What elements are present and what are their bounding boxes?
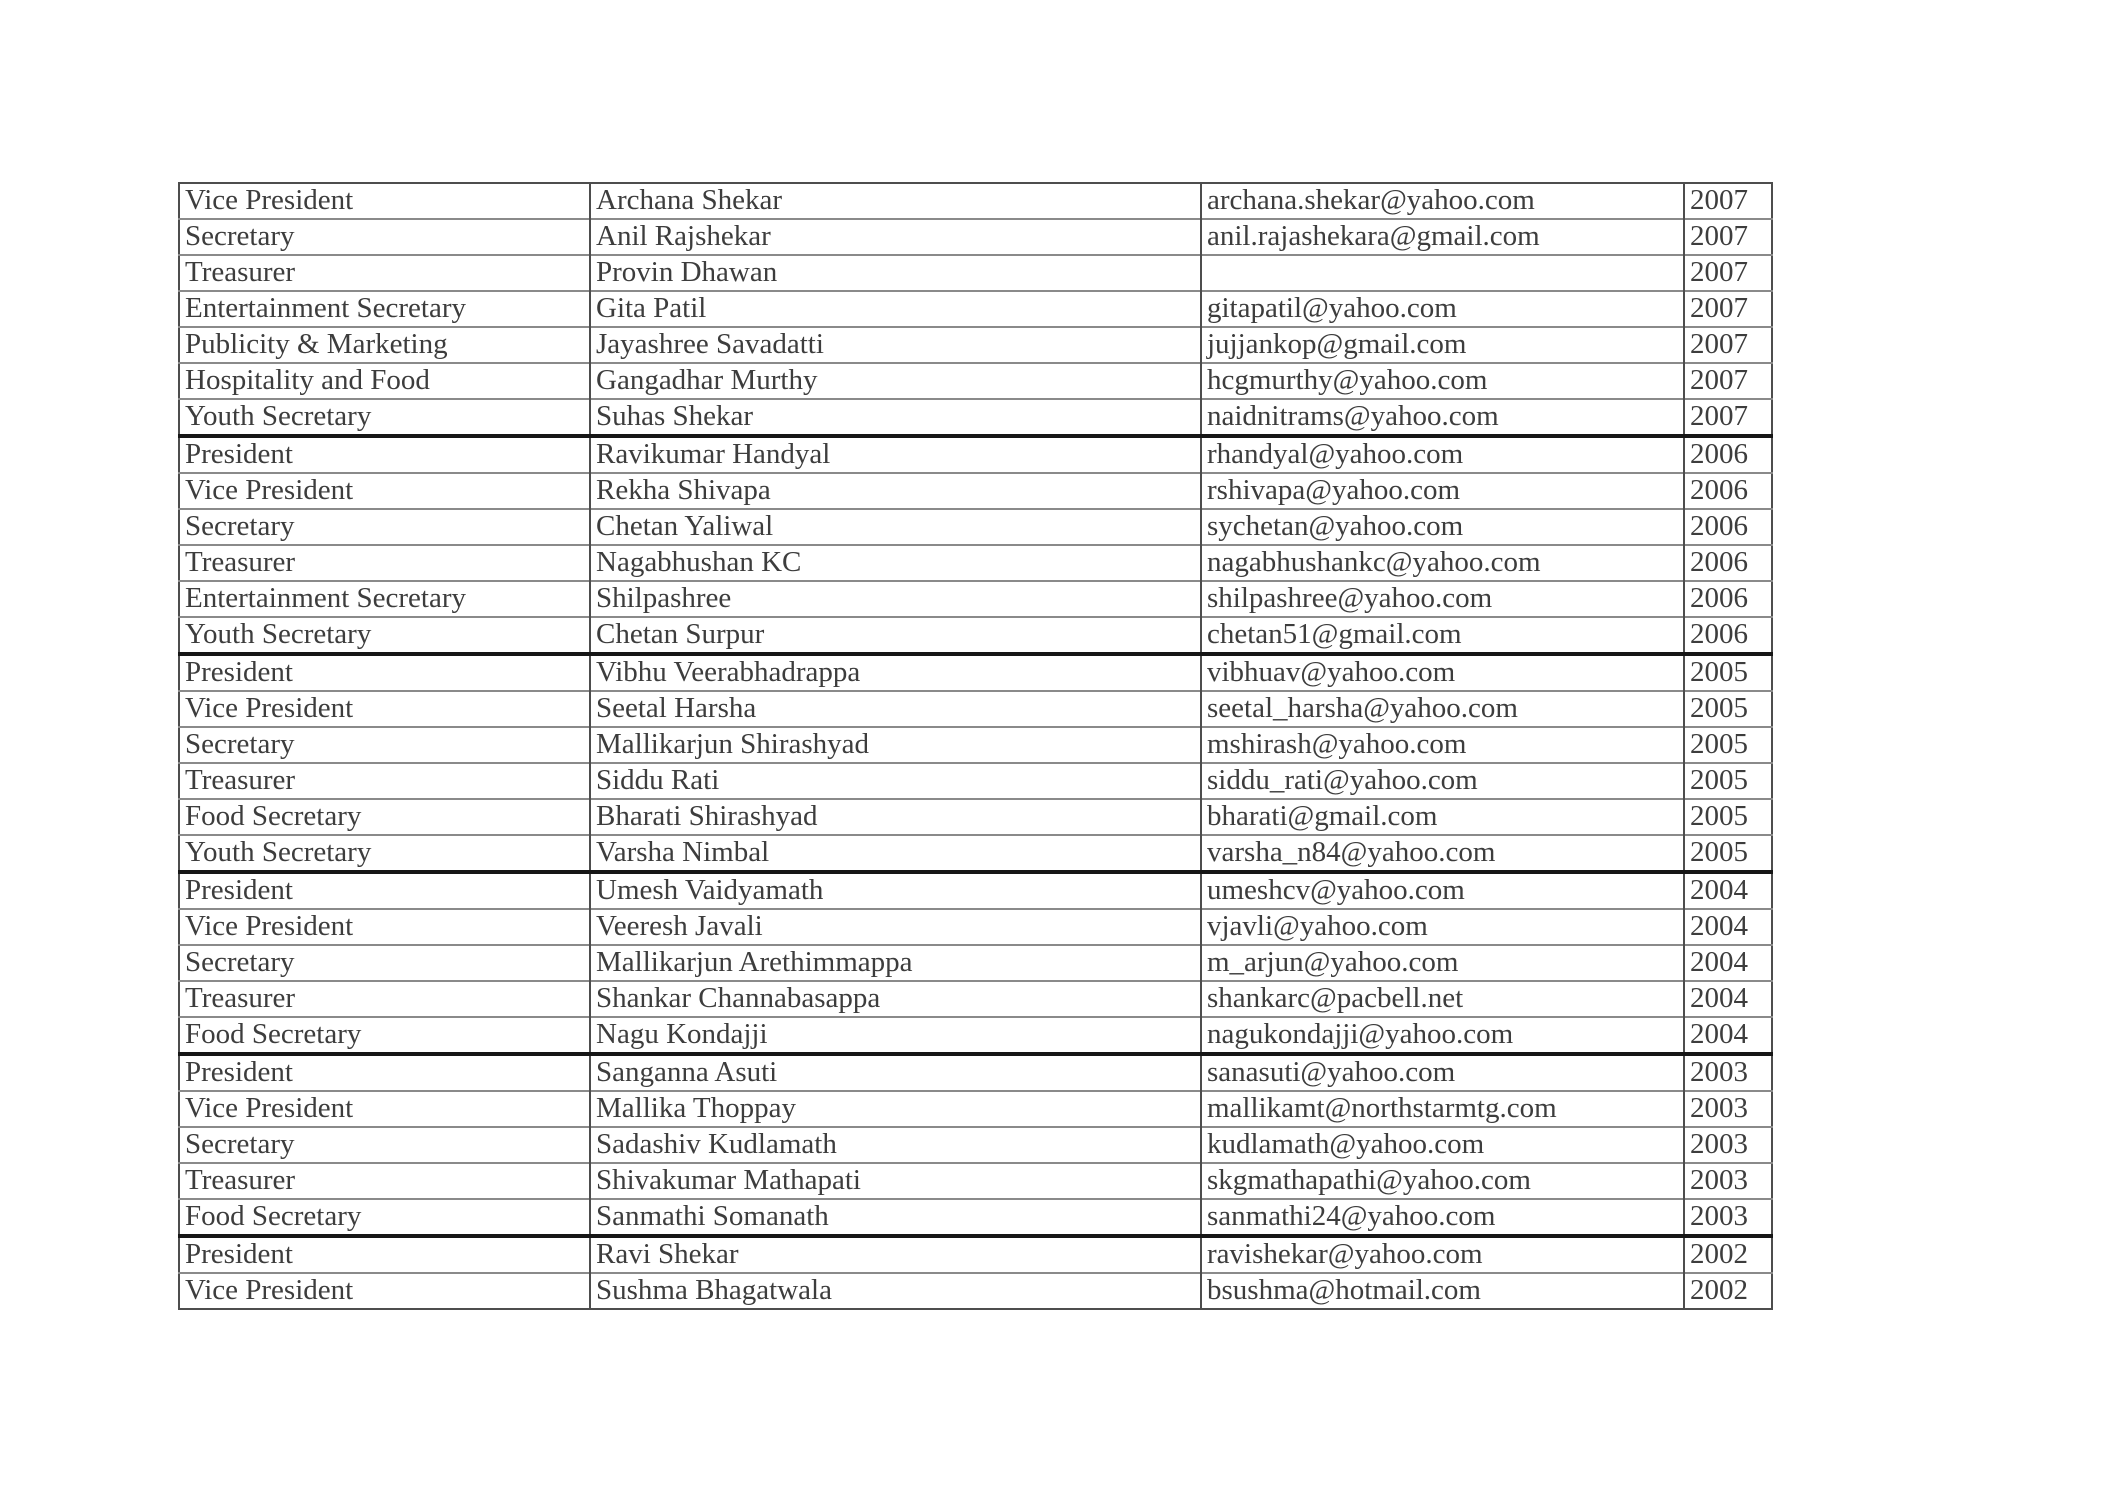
year-cell: 2005: [1684, 691, 1772, 727]
table-row: [179, 763, 1772, 799]
position-cell: President: [179, 1236, 590, 1273]
email-cell: chetan51@gmail.com: [1201, 617, 1684, 654]
name-cell: Sushma Bhagatwala: [590, 1273, 1201, 1309]
name-cell: Nagu Kondajji: [590, 1017, 1201, 1054]
year-cell: 2005: [1684, 654, 1772, 691]
year-cell: 2007: [1684, 363, 1772, 399]
year-cell: 2003: [1684, 1091, 1772, 1127]
year-cell: 2007: [1684, 399, 1772, 436]
table-row: [179, 183, 1772, 219]
position-cell: Vice President: [179, 473, 590, 509]
table-row: [179, 363, 1772, 399]
table-row: [179, 909, 1772, 945]
name-cell: Sanmathi Somanath: [590, 1199, 1201, 1236]
email-cell: naidnitrams@yahoo.com: [1201, 399, 1684, 436]
name-cell: Shivakumar Mathapati: [590, 1163, 1201, 1199]
table-row: [179, 981, 1772, 1017]
email-cell: mshirash@yahoo.com: [1201, 727, 1684, 763]
email-cell: skgmathapathi@yahoo.com: [1201, 1163, 1684, 1199]
name-cell: Umesh Vaidyamath: [590, 872, 1201, 909]
year-cell: 2005: [1684, 727, 1772, 763]
year-cell: 2006: [1684, 545, 1772, 581]
table-row: [179, 691, 1772, 727]
year-cell: 2006: [1684, 473, 1772, 509]
position-cell: Treasurer: [179, 545, 590, 581]
email-cell: hcgmurthy@yahoo.com: [1201, 363, 1684, 399]
name-cell: Vibhu Veerabhadrappa: [590, 654, 1201, 691]
position-cell: Youth Secretary: [179, 835, 590, 872]
email-cell: m_arjun@yahoo.com: [1201, 945, 1684, 981]
year-cell: 2007: [1684, 183, 1772, 219]
position-cell: Food Secretary: [179, 799, 590, 835]
table-row: [179, 255, 1772, 291]
table-row: [179, 1236, 1772, 1273]
position-cell: Vice President: [179, 1273, 590, 1309]
position-cell: President: [179, 654, 590, 691]
year-cell: 2007: [1684, 255, 1772, 291]
year-cell: 2002: [1684, 1273, 1772, 1309]
position-cell: Food Secretary: [179, 1199, 590, 1236]
name-cell: Veeresh Javali: [590, 909, 1201, 945]
name-cell: Provin Dhawan: [590, 255, 1201, 291]
officers-table: [178, 182, 1773, 1310]
name-cell: Mallika Thoppay: [590, 1091, 1201, 1127]
year-cell: 2003: [1684, 1163, 1772, 1199]
email-cell: seetal_harsha@yahoo.com: [1201, 691, 1684, 727]
position-cell: Food Secretary: [179, 1017, 590, 1054]
name-cell: Chetan Surpur: [590, 617, 1201, 654]
position-cell: Treasurer: [179, 981, 590, 1017]
position-cell: Treasurer: [179, 1163, 590, 1199]
officers-table-body: [179, 183, 1772, 1309]
name-cell: Mallikarjun Shirashyad: [590, 727, 1201, 763]
table-row: [179, 219, 1772, 255]
email-cell: kudlamath@yahoo.com: [1201, 1127, 1684, 1163]
email-cell: anil.rajashekara@gmail.com: [1201, 219, 1684, 255]
year-cell: 2004: [1684, 872, 1772, 909]
table-row: [179, 581, 1772, 617]
table-row: [179, 835, 1772, 872]
position-cell: Treasurer: [179, 255, 590, 291]
table-row: [179, 1127, 1772, 1163]
email-cell: sanasuti@yahoo.com: [1201, 1054, 1684, 1091]
position-cell: Secretary: [179, 509, 590, 545]
name-cell: Ravikumar Handyal: [590, 436, 1201, 473]
email-cell: bharati@gmail.com: [1201, 799, 1684, 835]
year-cell: 2005: [1684, 799, 1772, 835]
table-row: [179, 291, 1772, 327]
position-cell: Youth Secretary: [179, 399, 590, 436]
name-cell: Gangadhar Murthy: [590, 363, 1201, 399]
table-row: [179, 1199, 1772, 1236]
year-cell: 2007: [1684, 327, 1772, 363]
year-cell: 2007: [1684, 219, 1772, 255]
table-row: [179, 1054, 1772, 1091]
table-row: [179, 436, 1772, 473]
email-cell: shilpashree@yahoo.com: [1201, 581, 1684, 617]
table-row: [179, 727, 1772, 763]
name-cell: Sadashiv Kudlamath: [590, 1127, 1201, 1163]
email-cell: ravishekar@yahoo.com: [1201, 1236, 1684, 1273]
name-cell: Siddu Rati: [590, 763, 1201, 799]
position-cell: Hospitality and Food: [179, 363, 590, 399]
year-cell: 2006: [1684, 581, 1772, 617]
email-cell: rhandyal@yahoo.com: [1201, 436, 1684, 473]
year-cell: 2003: [1684, 1054, 1772, 1091]
table-row: [179, 617, 1772, 654]
position-cell: Treasurer: [179, 763, 590, 799]
position-cell: Secretary: [179, 1127, 590, 1163]
position-cell: Vice President: [179, 1091, 590, 1127]
table-row: [179, 545, 1772, 581]
email-cell: sychetan@yahoo.com: [1201, 509, 1684, 545]
email-cell: vjavli@yahoo.com: [1201, 909, 1684, 945]
name-cell: Suhas Shekar: [590, 399, 1201, 436]
year-cell: 2006: [1684, 436, 1772, 473]
email-cell: sanmathi24@yahoo.com: [1201, 1199, 1684, 1236]
position-cell: President: [179, 436, 590, 473]
table-row: [179, 327, 1772, 363]
email-cell: mallikamt@northstarmtg.com: [1201, 1091, 1684, 1127]
year-cell: 2004: [1684, 1017, 1772, 1054]
table-row: [179, 654, 1772, 691]
table-row: [179, 1091, 1772, 1127]
year-cell: 2003: [1684, 1127, 1772, 1163]
year-cell: 2006: [1684, 617, 1772, 654]
table-row: [179, 1017, 1772, 1054]
email-cell: nagabhushankc@yahoo.com: [1201, 545, 1684, 581]
name-cell: Archana Shekar: [590, 183, 1201, 219]
name-cell: Ravi Shekar: [590, 1236, 1201, 1273]
name-cell: Seetal Harsha: [590, 691, 1201, 727]
name-cell: Rekha Shivapa: [590, 473, 1201, 509]
position-cell: Entertainment Secretary: [179, 291, 590, 327]
email-cell: shankarc@pacbell.net: [1201, 981, 1684, 1017]
email-cell: umeshcv@yahoo.com: [1201, 872, 1684, 909]
name-cell: Bharati Shirashyad: [590, 799, 1201, 835]
position-cell: Secretary: [179, 727, 590, 763]
name-cell: Varsha Nimbal: [590, 835, 1201, 872]
table-row: [179, 1163, 1772, 1199]
year-cell: 2004: [1684, 945, 1772, 981]
table-row: [179, 1273, 1772, 1309]
table-row: [179, 872, 1772, 909]
name-cell: Chetan Yaliwal: [590, 509, 1201, 545]
year-cell: 2004: [1684, 909, 1772, 945]
position-cell: Entertainment Secretary: [179, 581, 590, 617]
table-row: [179, 473, 1772, 509]
email-cell: bsushma@hotmail.com: [1201, 1273, 1684, 1309]
table-row: [179, 399, 1772, 436]
name-cell: Nagabhushan KC: [590, 545, 1201, 581]
email-cell: archana.shekar@yahoo.com: [1201, 183, 1684, 219]
position-cell: Vice President: [179, 909, 590, 945]
year-cell: 2005: [1684, 763, 1772, 799]
year-cell: 2005: [1684, 835, 1772, 872]
position-cell: Vice President: [179, 691, 590, 727]
email-cell: rshivapa@yahoo.com: [1201, 473, 1684, 509]
position-cell: Youth Secretary: [179, 617, 590, 654]
name-cell: Shilpashree: [590, 581, 1201, 617]
year-cell: 2007: [1684, 291, 1772, 327]
name-cell: Gita Patil: [590, 291, 1201, 327]
email-cell: [1201, 255, 1684, 291]
email-cell: siddu_rati@yahoo.com: [1201, 763, 1684, 799]
position-cell: Vice President: [185, 184, 354, 216]
year-cell: 2006: [1684, 509, 1772, 545]
position-cell: Secretary: [179, 219, 590, 255]
email-cell: nagukondajji@yahoo.com: [1201, 1017, 1684, 1054]
email-cell: varsha_n84@yahoo.com: [1201, 835, 1684, 872]
name-cell: Mallikarjun Arethimmappa: [590, 945, 1201, 981]
name-cell: Sanganna Asuti: [590, 1054, 1201, 1091]
position-cell: President: [179, 1054, 590, 1091]
email-cell: vibhuav@yahoo.com: [1201, 654, 1684, 691]
position-cell: Publicity & Marketing: [179, 327, 590, 363]
name-cell: Shankar Channabasappa: [590, 981, 1201, 1017]
table-row: [179, 945, 1772, 981]
name-cell: Anil Rajshekar: [590, 219, 1201, 255]
name-cell: Jayashree Savadatti: [590, 327, 1201, 363]
year-cell: 2004: [1684, 981, 1772, 1017]
year-cell: 2002: [1684, 1236, 1772, 1273]
year-cell: 2003: [1684, 1199, 1772, 1236]
email-cell: gitapatil@yahoo.com: [1201, 291, 1684, 327]
table-row: [179, 799, 1772, 835]
position-cell: President: [179, 872, 590, 909]
table-row: [179, 509, 1772, 545]
email-cell: jujjankop@gmail.com: [1201, 327, 1684, 363]
position-cell: Secretary: [179, 945, 590, 981]
